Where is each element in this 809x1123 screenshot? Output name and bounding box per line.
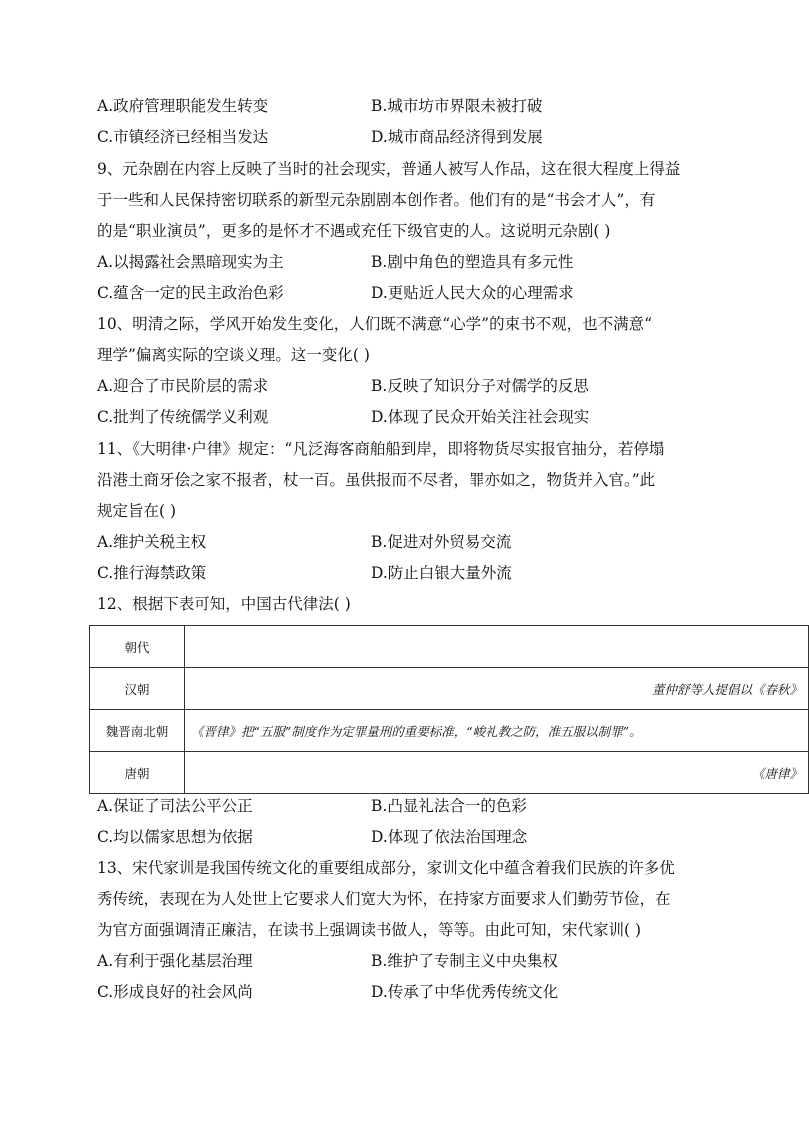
q10-option-b: B.反映了知识分子对儒学的反思 bbox=[371, 377, 589, 395]
q13-option-b: B.维护了专制主义中央集权 bbox=[371, 952, 558, 970]
content-cell: 《唐律》 bbox=[185, 752, 809, 794]
q9-stem-line-3: 的是“职业演员”，更多的是怀才不遇或充任下级官吏的人。这说明元杂剧( ) bbox=[97, 222, 611, 240]
q10-stem-line-1: 10、明清之际，学风开始发生变化，人们既不满意“心学”的束书不观，也不满意“ bbox=[97, 315, 652, 333]
dynasty-cell: 汉朝 bbox=[90, 668, 185, 710]
q12-stem: 12、根据下表可知，中国古代律法( ) bbox=[97, 595, 351, 613]
q13-stem-line-3: 为官方面强调清正廉洁，在读书上强调读书做人，等等。由此可知，宋代家训( ) bbox=[97, 921, 642, 939]
table-row bbox=[90, 626, 809, 668]
q9-option-d: D.更贴近人民大众的心理需求 bbox=[371, 284, 574, 302]
q8-option-b: B.城市坊市界限未被打破 bbox=[371, 97, 543, 115]
q13-option-a: A.有利于强化基层治理 bbox=[97, 952, 253, 970]
q11-option-c: C.推行海禁政策 bbox=[97, 564, 207, 582]
q9-option-b: B.剧中角色的塑造具有多元性 bbox=[371, 253, 574, 271]
q8-option-d: D.城市商品经济得到发展 bbox=[371, 128, 543, 146]
q11-option-b: B.促进对外贸易交流 bbox=[371, 533, 512, 551]
q9-option-c: C.蕴含一定的民主政治色彩 bbox=[97, 284, 284, 302]
q8-option-c: C.市镇经济已经相当发达 bbox=[97, 128, 269, 146]
dynasty-cell: 魏晋南北朝 bbox=[90, 710, 185, 752]
q12-option-a: A.保证了司法公平公正 bbox=[97, 797, 253, 815]
law-table bbox=[89, 625, 809, 794]
q10-stem-line-2: 理学”偏离实际的空谈义理。这一变化( ) bbox=[97, 346, 370, 364]
table-row bbox=[90, 710, 809, 752]
content-cell: 董仲舒等人提倡以《春秋》 bbox=[185, 668, 809, 710]
q12-option-b: B.凸显礼法合一的色彩 bbox=[371, 797, 527, 815]
content-cell bbox=[185, 626, 809, 668]
table-row bbox=[90, 752, 809, 794]
dynasty-cell: 唐朝 bbox=[90, 752, 185, 794]
q12-option-c: C.均以儒家思想为依据 bbox=[97, 828, 253, 846]
q13-stem-line-1: 13、宋代家训是我国传统文化的重要组成部分，家训文化中蕴含着我们民族的许多优 bbox=[97, 859, 675, 877]
q9-stem-line-2: 于一些和人民保持密切联系的新型元杂剧剧本创作者。他们有的是“书会才人”，有 bbox=[97, 191, 656, 209]
q8-option-a: A.政府管理职能发生转变 bbox=[97, 97, 269, 115]
q13-stem-line-2: 秀传统，表现在为人处世上它要求人们宽大为怀，在持家方面要求人们勤劳节俭，在 bbox=[97, 890, 671, 908]
q11-stem-line-2: 沿港土商牙侩之家不报者，杖一百。虽供报而不尽者，罪亦如之，物货并入官。”此 bbox=[97, 471, 656, 489]
q11-option-a: A.维护关税主权 bbox=[97, 533, 207, 551]
q9-stem-line-1: 9、元杂剧在内容上反映了当时的社会现实，普通人被写人作品，这在很大程度上得益 bbox=[97, 160, 681, 178]
q13-option-c: C.形成良好的社会风尚 bbox=[97, 983, 253, 1001]
q11-option-d: D.防止白银大量外流 bbox=[371, 564, 512, 582]
q11-stem-line-3: 规定旨在( ) bbox=[97, 502, 177, 520]
q13-option-d: D.传承了中华优秀传统文化 bbox=[371, 983, 559, 1001]
content-cell: 《晋律》把“五服”制度作为定罪量刑的重要标准，“峻礼教之防，准五服以制罪”。 bbox=[185, 710, 809, 752]
table-row bbox=[90, 668, 809, 710]
q11-stem-line-1: 11、《大明律·户律》规定：“凡泛海客商舶船到岸，即将物货尽实报官抽分，若停塌 bbox=[97, 440, 665, 458]
q9-option-a: A.以揭露社会黑暗现实为主 bbox=[97, 253, 284, 271]
q12-option-d: D.体现了依法治国理念 bbox=[371, 828, 528, 846]
q10-option-c: C.批判了传统儒学义利观 bbox=[97, 408, 269, 426]
q10-option-d: D.体现了民众开始关注社会现实 bbox=[371, 408, 590, 426]
dynasty-cell: 朝代 bbox=[90, 626, 185, 668]
q10-option-a: A.迎合了市民阶层的需求 bbox=[97, 377, 269, 395]
